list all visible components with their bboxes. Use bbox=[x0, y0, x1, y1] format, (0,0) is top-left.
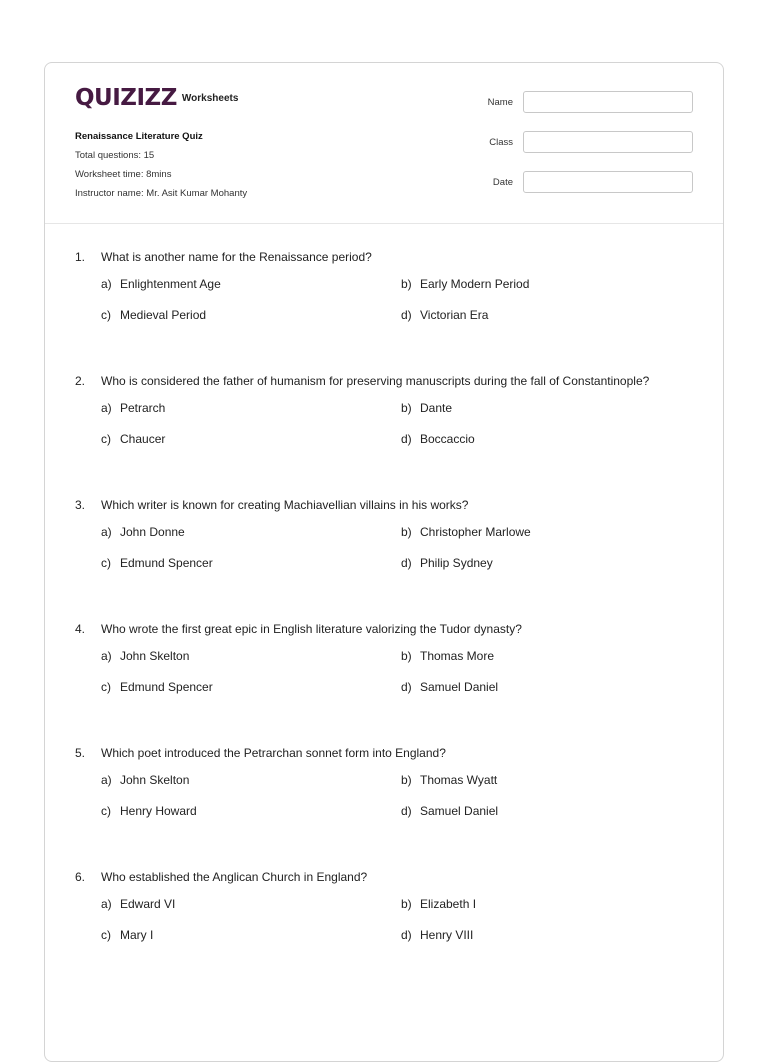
option-letter: b) bbox=[401, 401, 412, 415]
worksheet-page bbox=[44, 62, 724, 1062]
option-letter: a) bbox=[101, 525, 112, 539]
option-text: Medieval Period bbox=[120, 308, 207, 322]
option-b[interactable] bbox=[401, 773, 681, 787]
option-text: Philip Sydney bbox=[420, 556, 493, 570]
option-b[interactable] bbox=[401, 897, 681, 911]
option-d[interactable] bbox=[401, 680, 681, 694]
name-field-row bbox=[453, 91, 693, 131]
name-field[interactable] bbox=[523, 91, 693, 113]
option-letter: c) bbox=[101, 556, 111, 570]
option-letter: c) bbox=[101, 680, 111, 694]
date-label: Date bbox=[492, 177, 513, 188]
option-text: Edmund Spencer bbox=[120, 680, 213, 694]
option-letter: b) bbox=[401, 277, 412, 291]
date-field-row bbox=[453, 171, 693, 211]
question-text-row bbox=[75, 619, 705, 639]
option-c[interactable] bbox=[101, 432, 381, 446]
option-text: Chaucer bbox=[120, 432, 166, 446]
option-letter: a) bbox=[101, 401, 112, 415]
class-label: Class bbox=[489, 137, 513, 148]
question-text-row bbox=[75, 247, 705, 267]
worksheet-time: Worksheet time: 8mins bbox=[75, 169, 172, 180]
question-number: 4. bbox=[75, 622, 86, 636]
option-a[interactable] bbox=[101, 897, 381, 911]
option-letter: b) bbox=[401, 649, 412, 663]
question-4 bbox=[75, 619, 705, 743]
option-text: Edward VI bbox=[120, 897, 176, 911]
question-text-row bbox=[75, 495, 705, 515]
question-2 bbox=[75, 371, 705, 495]
option-letter: c) bbox=[101, 928, 111, 942]
option-text: John Skelton bbox=[120, 773, 190, 787]
option-text: Boccaccio bbox=[420, 432, 475, 446]
option-text: Samuel Daniel bbox=[420, 804, 499, 818]
option-c[interactable] bbox=[101, 928, 381, 942]
option-d[interactable] bbox=[401, 432, 681, 446]
option-a[interactable] bbox=[101, 401, 381, 415]
question-text: Which writer is known for creating Machiavellian villains in his works? bbox=[101, 498, 469, 512]
name-label: Name bbox=[487, 97, 513, 108]
option-c[interactable] bbox=[101, 804, 381, 818]
option-letter: b) bbox=[401, 525, 412, 539]
question-text-row bbox=[75, 867, 705, 887]
option-text: Edmund Spencer bbox=[120, 556, 213, 570]
question-list bbox=[75, 247, 705, 991]
option-text: Henry VIII bbox=[420, 928, 474, 942]
option-d[interactable] bbox=[401, 556, 681, 570]
quizizz-logo bbox=[75, 85, 238, 111]
date-field[interactable] bbox=[523, 171, 693, 193]
option-letter: a) bbox=[101, 277, 112, 291]
question-5 bbox=[75, 743, 705, 867]
question-number: 1. bbox=[75, 250, 86, 264]
option-letter: c) bbox=[101, 804, 111, 818]
option-text: Thomas More bbox=[420, 649, 495, 663]
option-d[interactable] bbox=[401, 928, 681, 942]
option-letter: d) bbox=[401, 804, 412, 818]
question-text-row bbox=[75, 371, 705, 391]
option-letter: a) bbox=[101, 649, 112, 663]
option-text: Mary I bbox=[120, 928, 154, 942]
option-letter: a) bbox=[101, 897, 112, 911]
quiz-title: Renaissance Literature Quiz bbox=[75, 131, 203, 142]
option-letter: c) bbox=[101, 432, 111, 446]
class-field-row bbox=[453, 131, 693, 171]
option-letter: d) bbox=[401, 928, 412, 942]
option-b[interactable] bbox=[401, 649, 681, 663]
option-letter: d) bbox=[401, 680, 412, 694]
question-number: 3. bbox=[75, 498, 86, 512]
question-text: Who established the Anglican Church in England? bbox=[101, 870, 368, 884]
question-text: Who is considered the father of humanism for preserving manuscripts during the fall of Constantinople? bbox=[101, 374, 650, 388]
option-text: Dante bbox=[420, 401, 453, 415]
question-1 bbox=[75, 247, 705, 371]
question-number: 6. bbox=[75, 870, 86, 884]
question-number: 5. bbox=[75, 746, 86, 760]
option-a[interactable] bbox=[101, 277, 381, 291]
option-b[interactable] bbox=[401, 525, 681, 539]
question-text: Which poet introduced the Petrarchan sonnet form into England? bbox=[101, 746, 446, 760]
question-text-row bbox=[75, 743, 705, 763]
option-a[interactable] bbox=[101, 773, 381, 787]
option-letter: b) bbox=[401, 897, 412, 911]
option-d[interactable] bbox=[401, 804, 681, 818]
option-c[interactable] bbox=[101, 308, 381, 322]
option-letter: b) bbox=[401, 773, 412, 787]
question-number: 2. bbox=[75, 374, 86, 388]
option-text: John Donne bbox=[120, 525, 185, 539]
option-letter: a) bbox=[101, 773, 112, 787]
question-text: Who wrote the first great epic in English literature valorizing the Tudor dynasty? bbox=[101, 622, 522, 636]
option-text: Early Modern Period bbox=[420, 277, 530, 291]
instructor-name: Instructor name: Mr. Asit Kumar Mohanty bbox=[75, 188, 248, 199]
option-text: Samuel Daniel bbox=[420, 680, 499, 694]
option-a[interactable] bbox=[101, 525, 381, 539]
option-letter: d) bbox=[401, 432, 412, 446]
option-text: Petrarch bbox=[120, 401, 166, 415]
option-text: Elizabeth I bbox=[420, 897, 477, 911]
option-text: Victorian Era bbox=[420, 308, 489, 322]
option-text: Enlightenment Age bbox=[120, 277, 221, 291]
question-3 bbox=[75, 495, 705, 619]
option-text: Christopher Marlowe bbox=[420, 525, 531, 539]
option-letter: d) bbox=[401, 556, 412, 570]
option-text: Thomas Wyatt bbox=[420, 773, 498, 787]
total-questions: Total questions: 15 bbox=[75, 150, 155, 161]
option-c[interactable] bbox=[101, 556, 381, 570]
worksheet-header bbox=[45, 63, 723, 224]
option-a[interactable] bbox=[101, 649, 381, 663]
option-d[interactable] bbox=[401, 308, 681, 322]
question-text: What is another name for the Renaissance period? bbox=[101, 250, 372, 264]
quiz-meta bbox=[75, 127, 247, 203]
option-letter: c) bbox=[101, 308, 111, 322]
logo-subtitle: Worksheets bbox=[181, 93, 239, 104]
question-6 bbox=[75, 867, 705, 991]
student-fields bbox=[453, 91, 693, 211]
class-field[interactable] bbox=[523, 131, 693, 153]
option-text: John Skelton bbox=[120, 649, 190, 663]
logo-wordmark: QUIZIZZ bbox=[75, 85, 177, 111]
option-b[interactable] bbox=[401, 401, 681, 415]
option-text: Henry Howard bbox=[120, 804, 197, 818]
option-c[interactable] bbox=[101, 680, 381, 694]
option-letter: d) bbox=[401, 308, 412, 322]
option-b[interactable] bbox=[401, 277, 681, 291]
